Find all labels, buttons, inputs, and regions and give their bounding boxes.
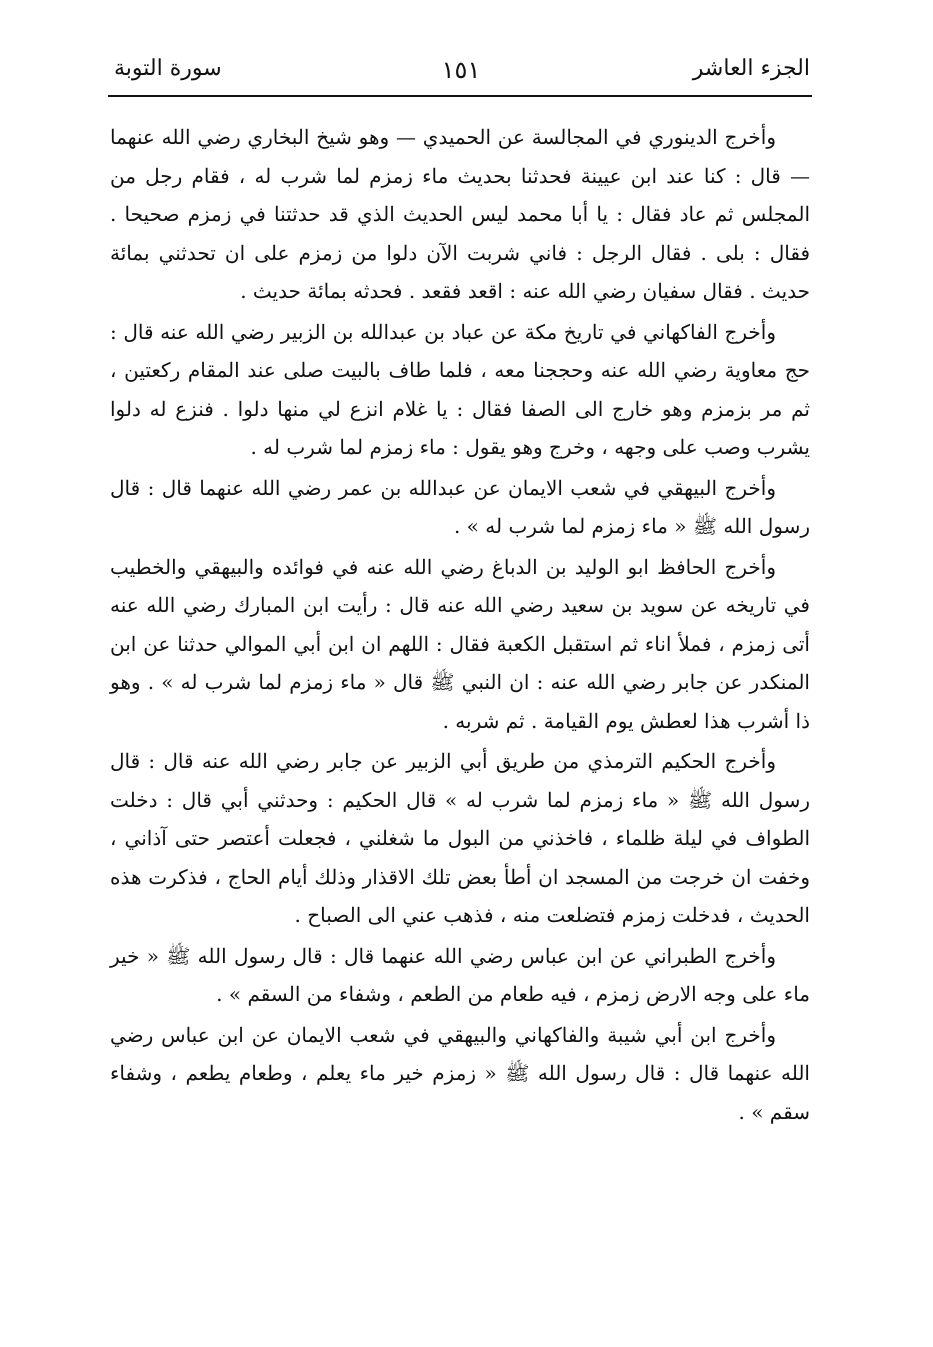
page-header [112, 52, 810, 96]
header-divider [108, 95, 812, 97]
paragraph-fakihani: وأخرج الفاكهاني في تاريخ مكة عن عباد بن عبدالله بن الزبير رضي الله عنه قال : حج معاوية رضي الله عنه وحججنا معه ، فلما طاف بالبيت صلى عند المقام ركعتين ، ثم مر بزمزم وهو خارج الى الصفا فقال : يا غلام انزع لي منها دلوا . فنزع له دلوا يشرب وصب على وجهه ، وخرج وهو يقول : ماء زمزم لما شرب له . [110, 319, 810, 459]
paragraph-bayhaqi: وأخرج البيهقي في شعب الايمان عن عبدالله بن عمر رضي الله عنهما قال : قال رسول الله ﷺ « ماء زمزم لما شرب له » . [110, 475, 810, 538]
paragraph-ibn-abi-shaybah: وأخرج ابن أبي شيبة والفاكهاني والبيهقي في شعب الايمان عن ابن عباس رضي الله عنهما قال : قال رسول الله ﷺ « زمزم خير ماء يعلم ، وطعام يطعم ، وشفاء سقم » . [110, 1022, 810, 1124]
paragraph-hakim-tirmidhi: وأخرج الحكيم الترمذي من طريق أبي الزبير عن جابر رضي الله عنه قال : قال رسول الله ﷺ « ماء زمزم لما شرب له » قال الحكيم : وحدثني أبي قال : دخلت الطواف في ليلة ظلماء ، فاخذني من البول ما شغلني ، فجعلت أعتصر حتى آذاني ، وخفت ان خرجت من المسجد ان أطأ بعض تلك الاقذار وذلك أيام الحاج ، فذكرت هذه الحديث ، فدخلت زمزم فتضلعت منه ، فذهب عني الى الصباح . [110, 749, 810, 927]
page-body [110, 118, 810, 1133]
part-title: الجزء العاشر [692, 56, 810, 81]
paragraph-dinawari: وأخرج الدينوري في المجالسة عن الحميدي — وهو شيخ البخاري رضي الله عنهما — قال : كنا عند ابن عيينة فحدثنا بحديث ماء زمزم لما شرب له ، فقام رجل من المجلس ثم عاد فقال : يا أبا محمد ليس الحديث الذي قد حدثتنا في زمزم صحيحا . فقال : بلى . فقال الرجل : فاني شربت الآن دلوا من زمزم على ان تحدثني بمائة حديث . فقال سفيان رضي الله عنه : اقعد فقعد . فحدثه بمائة حديث . [110, 125, 810, 303]
paragraph-ibn-dabbagh: وأخرج الحافظ ابو الوليد بن الدباغ رضي الله عنه في فوائده والبيهقي والخطيب في تاريخه عن سويد بن سعيد رضي الله عنه قال : رأيت ابن المبارك رضي الله عنه أتى زمزم ، فملأ اناء ثم استقبل الكعبة فقال : اللهم ان ابن أبي الموالي حدثنا عن ابن المنكدر عن جابر رضي الله عنه : ان النبي ﷺ قال « ماء زمزم لما شرب له » . وهو ذا أشرب هذا لعطش يوم القيامة . ثم شربه . [110, 554, 810, 733]
surah-title: سورة التوبة [114, 56, 222, 81]
page-number: ١٥١ [441, 56, 481, 84]
paragraph-tabarani: وأخرج الطبراني عن ابن عباس رضي الله عنهما قال : قال رسول الله ﷺ « خير ماء على وجه الارض زمزم ، فيه طعام من الطعم ، وشفاء من السقم » . [110, 943, 810, 1006]
